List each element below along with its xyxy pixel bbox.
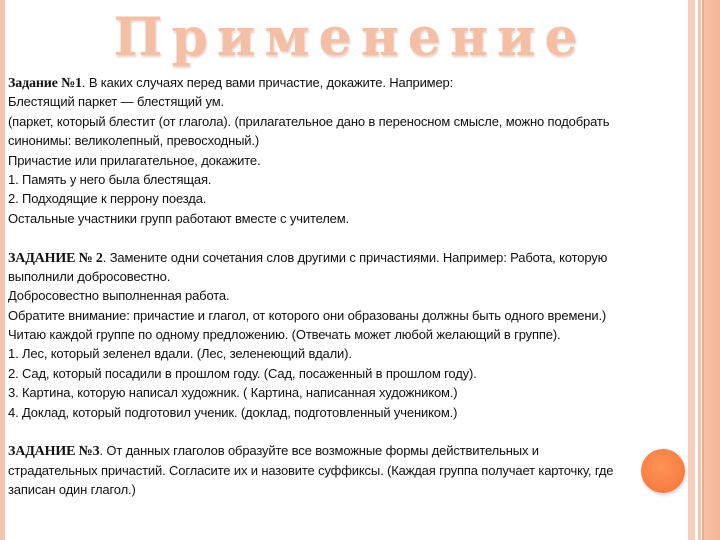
text-line: 1. Память у него была блестящая.	[8, 171, 212, 187]
left-decor-stripe	[0, 0, 5, 540]
task3-intro	[8, 441, 698, 460]
slide-content	[8, 73, 698, 500]
text-line: Обратите внимание: причастие и глагол, от которого они образованы должны быть одного времени.)	[8, 307, 607, 323]
text-line: Причастие или прилагательное, докажите.	[8, 152, 261, 168]
text-line: Добросовестно выполненная работа.	[8, 288, 230, 304]
spacer	[8, 422, 698, 441]
text-line: 3. Картина, которую написал художник. ( Картина, написанная художником.)	[8, 385, 458, 401]
text-line: Остальные участники групп работают вместе с учителем.	[8, 210, 350, 226]
text-line: синонимы: великолепный, превосходный.)	[8, 133, 260, 149]
text-line: 2. Сад, который посадили в прошлом году. (Сад, посаженный в прошлом году).	[8, 365, 477, 381]
orange-circle-decoration	[641, 449, 685, 493]
text-line: Блестящий паркет — блестящий ум.	[8, 94, 224, 110]
text-line: 2. Подходящие к перрону поезда.	[8, 191, 207, 207]
text-line: записан один глагол.)	[8, 482, 136, 498]
task1-intro-text: . В каких случаях перед вами причастие, докажите. Например:	[81, 75, 454, 90]
task2-heading: ЗАДАНИЕ № 2	[8, 250, 103, 266]
task2-intro-text: . Замените одни сочетания слов другими с причастиями. Например: Работа, которую	[102, 249, 608, 265]
task3-intro-text: . От данных глаголов образуйте все возможные формы действительных и	[99, 443, 539, 459]
right-decor-stripe	[704, 0, 720, 540]
task1-heading: Задание №1	[8, 76, 82, 91]
text-line: 4. Доклад, который подготовил ученик. (доклад, подготовленный учеником.)	[8, 404, 458, 420]
slide-title: Применение	[113, 7, 587, 68]
spacer	[8, 228, 698, 247]
task2-intro	[8, 248, 698, 267]
text-line: выполнили добросовестно.	[8, 268, 171, 284]
text-line: 1. Лес, который зеленел вдали. (Лес, зеленеющий вдали).	[8, 346, 352, 362]
task1-intro	[8, 73, 698, 92]
right-decor-stripe	[698, 0, 701, 540]
text-line: Читаю каждой группе по одному предложению. (Отвечать может любой желающий в группе).	[8, 327, 561, 343]
text-line: страдательных причастий. Согласите их и назовите суффиксы. (Каждая группа получает карточку, где	[8, 462, 614, 478]
task3-heading: ЗАДАНИЕ №3	[8, 444, 100, 460]
text-line: (паркет, который блестит (от глагола). (прилагательное дано в переносном смысле, можно подобрать	[8, 113, 610, 129]
